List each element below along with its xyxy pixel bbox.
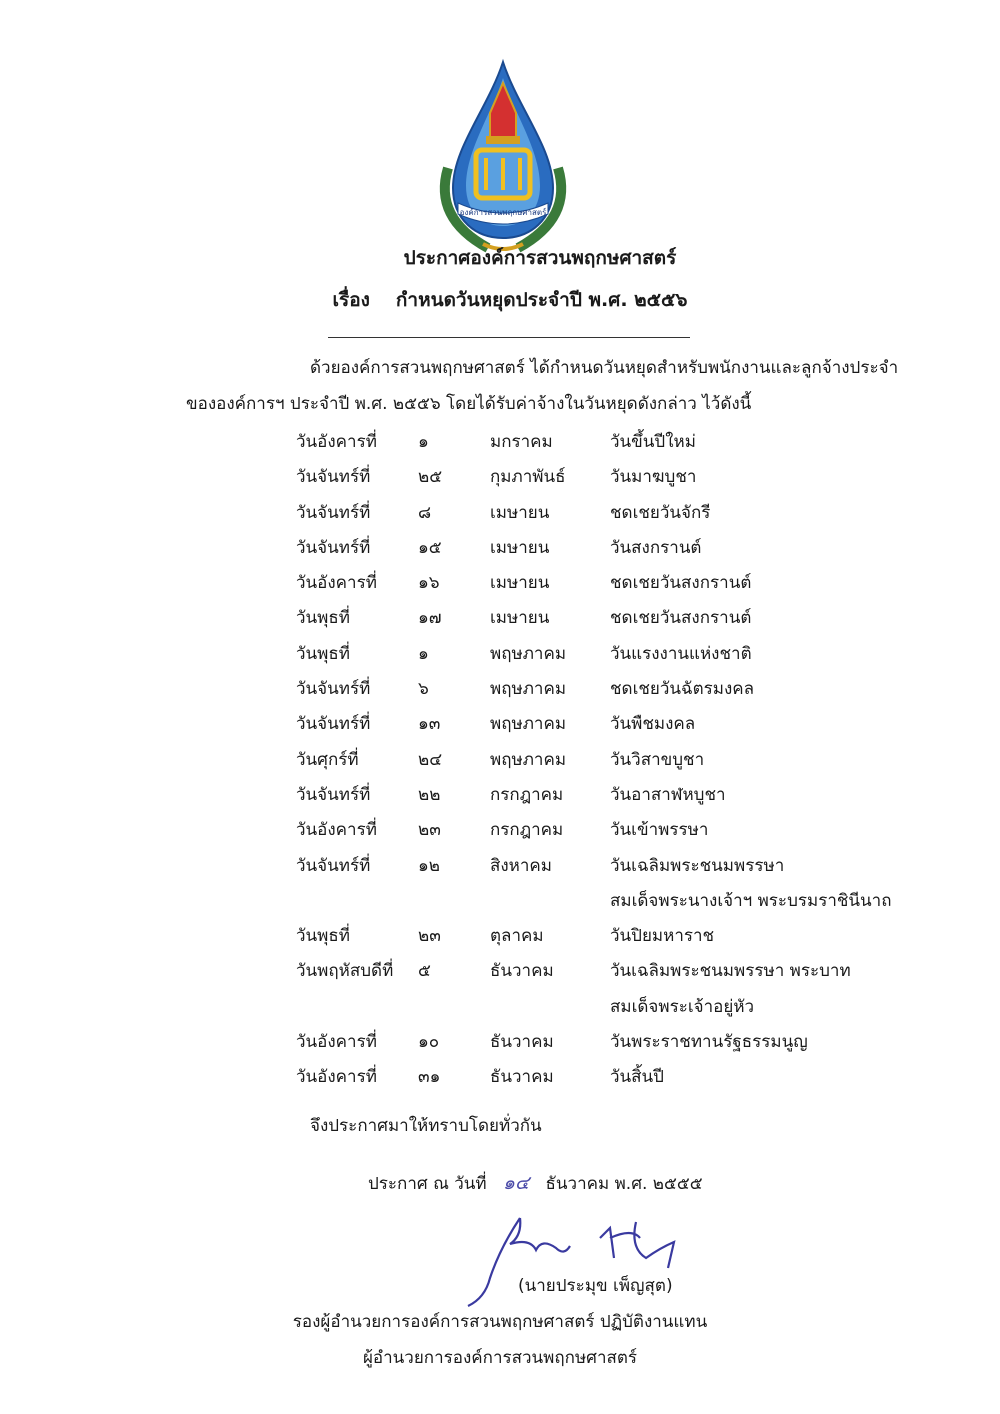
holiday-date: ๒๓ bbox=[418, 926, 441, 947]
holiday-date: ๖ bbox=[418, 679, 429, 700]
holiday-row bbox=[0, 953, 1000, 988]
holiday-row bbox=[0, 812, 1000, 847]
holiday-date: ๒๒ bbox=[418, 784, 441, 805]
holiday-date: ๕ bbox=[418, 961, 431, 982]
holiday-day: วันจันทร์ที่ bbox=[296, 784, 371, 805]
holiday-row bbox=[0, 706, 1000, 741]
emblem-ribbon-text: องค์การสวนพฤกษศาสตร์ bbox=[459, 208, 547, 217]
holiday-name: สมเด็จพระเจ้าอยู่หัว bbox=[610, 996, 755, 1017]
holiday-date: ๑๐ bbox=[418, 1032, 440, 1053]
holiday-name: วันปิยมหาราช bbox=[610, 926, 715, 947]
holiday-name: วันพระราชทานรัฐธรรมนูญ bbox=[610, 1032, 808, 1053]
drop-emblem-icon bbox=[428, 58, 578, 254]
holiday-day: วันจันทร์ที่ bbox=[296, 467, 371, 488]
holiday-name: วันขึ้นปีใหม่ bbox=[610, 432, 696, 452]
holiday-name: วันพืชมงคล bbox=[610, 714, 696, 735]
holiday-name: วันเข้าพรรษา bbox=[610, 820, 709, 841]
holiday-date: ๒๕ bbox=[418, 467, 443, 488]
holiday-day: วันอังคารที่ bbox=[296, 573, 377, 594]
holiday-date: ๘ bbox=[418, 502, 432, 523]
signer-name: (นายประมุข เพ็ญสุต) bbox=[518, 1276, 673, 1296]
holiday-day: วันอังคารที่ bbox=[296, 1032, 377, 1053]
holiday-name: วันสงกรานต์ bbox=[610, 537, 702, 558]
holiday-day: วันจันทร์ที่ bbox=[296, 714, 371, 735]
holiday-date: ๑๒ bbox=[418, 855, 440, 876]
intro-paragraph-line1: ด้วยองค์การสวนพฤกษศาสตร์ ได้กำหนดวันหยุดสำหรับพนักงานและลูกจ้างประจำ bbox=[310, 358, 899, 378]
holiday-day: วันอังคารที่ bbox=[296, 432, 377, 452]
announce-text: จึงประกาศมาให้ทราบโดยทั่วกัน bbox=[310, 1116, 542, 1136]
holiday-day: วันจันทร์ที่ bbox=[296, 855, 371, 876]
holiday-name: ชดเชยวันสงกรานต์ bbox=[610, 608, 752, 629]
holiday-month: เมษายน bbox=[490, 502, 550, 523]
holiday-name: ชดเชยวันฉัตรมงคล bbox=[610, 679, 755, 700]
holiday-day: วันศุกร์ที่ bbox=[296, 749, 359, 770]
holiday-row bbox=[0, 600, 1000, 635]
holiday-name: วันสิ้นปี bbox=[610, 1067, 664, 1088]
subject-text: กำหนดวันหยุดประจำปี พ.ศ. ๒๕๕๖ bbox=[395, 289, 688, 311]
holiday-month: พฤษภาคม bbox=[490, 714, 567, 735]
holiday-day: วันจันทร์ที่ bbox=[296, 679, 371, 700]
holiday-list bbox=[0, 424, 1000, 1095]
divider bbox=[328, 337, 690, 338]
holiday-month: กุมภาพันธ์ bbox=[490, 467, 566, 488]
holiday-row bbox=[0, 848, 1000, 883]
holiday-date: ๑๗ bbox=[418, 608, 442, 629]
holiday-day: วันอังคารที่ bbox=[296, 1067, 377, 1088]
holiday-row bbox=[0, 495, 1000, 530]
holiday-month: พฤษภาคม bbox=[490, 643, 567, 664]
holiday-row bbox=[0, 883, 1000, 918]
holiday-day: วันจันทร์ที่ bbox=[296, 502, 371, 523]
subject-line bbox=[10, 285, 1000, 315]
holiday-month: มกราคม bbox=[490, 432, 553, 452]
holiday-name: วันวิสาขบูชา bbox=[610, 749, 705, 770]
holiday-date: ๑๓ bbox=[418, 714, 441, 735]
holiday-date: ๓๑ bbox=[418, 1067, 441, 1088]
announce-date bbox=[368, 1168, 703, 1198]
holiday-month: ธันวาคม bbox=[490, 1032, 554, 1053]
signer-title-line1: รองผู้อำนวยการองค์การสวนพฤกษศาสตร์ ปฏิบัติงานแทน bbox=[292, 1312, 708, 1332]
holiday-name: วันอาสาฬหบูชา bbox=[610, 784, 726, 805]
holiday-date: ๑๕ bbox=[418, 537, 442, 558]
holiday-day: วันพฤหัสบดีที่ bbox=[296, 961, 394, 982]
holiday-month: พฤษภาคม bbox=[490, 749, 567, 770]
holiday-row bbox=[0, 918, 1000, 953]
holiday-row bbox=[0, 530, 1000, 565]
holiday-month: สิงหาคม bbox=[490, 855, 553, 876]
page-title: ประกาศองค์การสวนพฤกษศาสตร์ bbox=[403, 247, 677, 269]
holiday-month: เมษายน bbox=[490, 608, 550, 629]
holiday-month: ธันวาคม bbox=[490, 961, 554, 982]
date-day: ๑๔ bbox=[502, 1172, 530, 1194]
holiday-month: ธันวาคม bbox=[490, 1067, 554, 1088]
holiday-month: เมษายน bbox=[490, 573, 550, 594]
holiday-row bbox=[0, 777, 1000, 812]
holiday-day: วันพุธที่ bbox=[296, 926, 350, 947]
holiday-date: ๒๔ bbox=[418, 749, 443, 770]
date-prefix: ประกาศ ณ วันที่ bbox=[368, 1174, 487, 1194]
subject-label: เรื่อง bbox=[332, 289, 370, 311]
holiday-day: วันพุธที่ bbox=[296, 608, 350, 629]
holiday-date: ๑๖ bbox=[418, 573, 440, 594]
holiday-date: ๒๓ bbox=[418, 820, 441, 841]
holiday-row bbox=[0, 742, 1000, 777]
holiday-name: สมเด็จพระนางเจ้าฯ พระบรมราชินีนาถ bbox=[610, 890, 892, 911]
holiday-date: ๑ bbox=[418, 643, 429, 664]
holiday-month: เมษายน bbox=[490, 537, 550, 558]
holiday-row bbox=[0, 671, 1000, 706]
holiday-row bbox=[0, 989, 1000, 1024]
signer-title-line2: ผู้อำนวยการองค์การสวนพฤกษศาสตร์ bbox=[362, 1348, 638, 1368]
holiday-name: วันมาฆบูชา bbox=[610, 467, 697, 488]
holiday-day: วันพุธที่ bbox=[296, 643, 350, 664]
holiday-row bbox=[0, 1024, 1000, 1059]
holiday-name: ชดเชยวันจักรี bbox=[610, 502, 711, 523]
holiday-day: วันอังคารที่ bbox=[296, 820, 377, 841]
holiday-month: ตุลาคม bbox=[490, 926, 544, 947]
holiday-name: วันเฉลิมพระชนมพรรษา พระบาท bbox=[610, 961, 851, 982]
holiday-name: ชดเชยวันสงกรานต์ bbox=[610, 573, 752, 594]
intro-paragraph-line2: ขององค์การฯ ประจำปี พ.ศ. ๒๕๕๖ โดยได้รับค่าจ้างในวันหยุดดังกล่าว ไว้ดังนี้ bbox=[186, 394, 752, 414]
holiday-name: วันเฉลิมพระชนมพรรษา bbox=[610, 855, 785, 876]
holiday-row bbox=[0, 636, 1000, 671]
holiday-row bbox=[0, 424, 1000, 459]
holiday-row bbox=[0, 1059, 1000, 1094]
holiday-month: กรกฎาคม bbox=[490, 820, 564, 841]
holiday-row bbox=[0, 459, 1000, 494]
holiday-day: วันจันทร์ที่ bbox=[296, 537, 371, 558]
date-suffix: ธันวาคม พ.ศ. ๒๕๕๕ bbox=[545, 1174, 703, 1194]
holiday-name: วันแรงงานแห่งชาติ bbox=[610, 643, 752, 664]
holiday-date: ๑ bbox=[418, 432, 429, 452]
holiday-row bbox=[0, 565, 1000, 600]
holiday-month: กรกฎาคม bbox=[490, 784, 564, 805]
holiday-month: พฤษภาคม bbox=[490, 679, 567, 700]
